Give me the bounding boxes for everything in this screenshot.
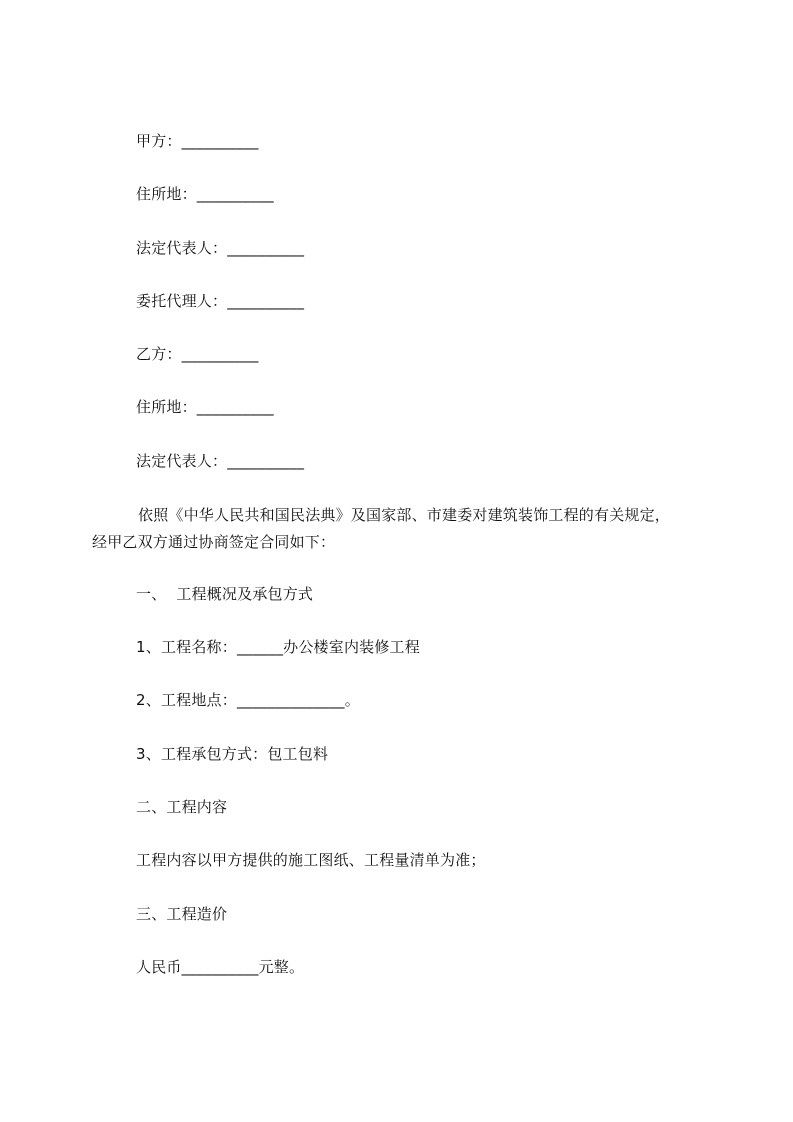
- section-2-title: 二、工程内容: [136, 798, 228, 816]
- contract-method-item: 3、工程承包方式：包工包料: [136, 745, 329, 763]
- party-a-legal-rep-line: 法定代表人：__________: [136, 239, 305, 257]
- intro-line-2: 经甲乙双方通过协商签定合同如下：: [92, 533, 336, 551]
- section-2-body: 工程内容以甲方提供的施工图纸、工程量清单为准；: [136, 851, 486, 869]
- party-a-line: 甲方：__________: [136, 132, 259, 150]
- party-b-line: 乙方：__________: [136, 345, 259, 363]
- project-location-item: 2、工程地点：______________。: [136, 691, 360, 709]
- section-1-title: 一、 工程概况及承包方式: [136, 585, 314, 603]
- party-b-address-line: 住所地：__________: [136, 398, 274, 416]
- intro-line-1: 依照《中华人民共和国民法典》及国家部、市建委对建筑装饰工程的有关规定，: [138, 506, 671, 524]
- party-b-legal-rep-line: 法定代表人：__________: [136, 452, 305, 470]
- party-a-address-line: 住所地：__________: [136, 185, 274, 203]
- party-a-agent-line: 委托代理人：__________: [136, 292, 305, 310]
- project-name-item: 1、工程名称：______办公楼室内装修工程: [136, 638, 420, 656]
- section-3-title: 三、工程造价: [136, 905, 228, 923]
- section-3-body: 人民币__________元整。: [136, 958, 305, 976]
- intro-paragraph: [136, 500, 696, 530]
